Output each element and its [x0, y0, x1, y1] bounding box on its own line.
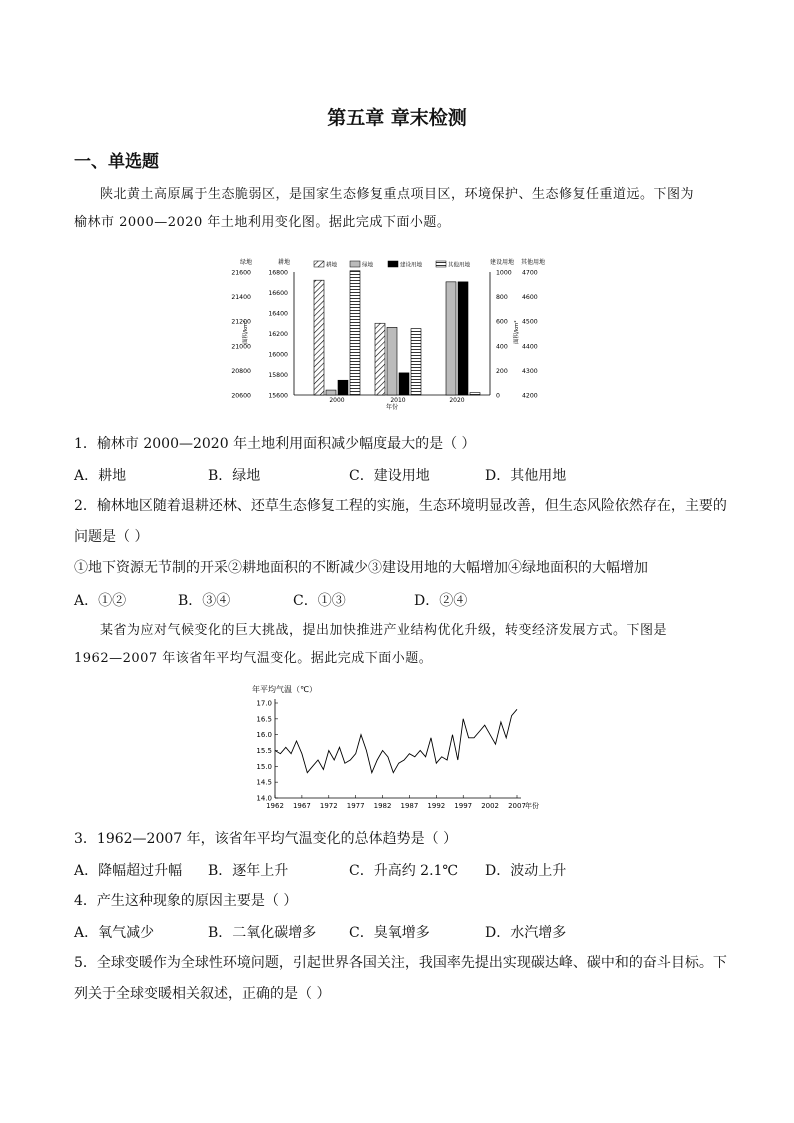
- q3-option-c[interactable]: C．升高约 2.1℃: [349, 863, 459, 879]
- q1-option-c[interactable]: C．建设用地: [349, 468, 430, 484]
- construction-axis-tick-label: 1000: [496, 269, 512, 277]
- cropland-axis-title: 耕地: [278, 259, 291, 266]
- bar: [375, 323, 385, 395]
- question-1-options: [74, 465, 734, 485]
- right-unit-label: 面积/km²: [514, 320, 520, 344]
- intro2-line2: 1962—2007 年该省年平均气温变化。据此完成下面小题。: [74, 651, 433, 666]
- temperature-chart: [246, 680, 556, 818]
- left-unit-label: 面积/km²: [243, 320, 249, 344]
- cropland-axis-tick-label: 16200: [268, 331, 288, 338]
- q2-option-b[interactable]: B．③④: [178, 593, 231, 609]
- x-axis-title: 年份: [385, 404, 399, 411]
- other-axis-tick-label: 4700: [522, 269, 538, 277]
- construction-axis-tick-label: 200: [496, 367, 508, 375]
- x-tick-label: 1967: [292, 802, 311, 810]
- legend-label: 建设用地: [400, 262, 423, 269]
- bar: [338, 380, 348, 395]
- greenland-axis-tick-label: 21600: [231, 269, 251, 277]
- q1-option-a[interactable]: A．耕地: [74, 468, 127, 484]
- cropland-axis-tick-label: 16400: [268, 310, 288, 318]
- bar: [411, 329, 421, 395]
- x-tick-label: 2010: [390, 397, 406, 404]
- legend-label: 耕地: [326, 262, 338, 269]
- q4-option-c[interactable]: C．臭氧增多: [349, 925, 430, 941]
- x-tick-label: 2000: [329, 397, 345, 404]
- x-tick-label: 1972: [319, 802, 338, 810]
- temperature-series-line: [275, 709, 517, 772]
- legend-label: 绿地: [362, 262, 374, 269]
- construction-axis-title: 建设用地: [490, 259, 515, 266]
- y-tick-label: 14.5: [256, 778, 272, 787]
- other-axis-tick-label: 4300: [522, 367, 538, 375]
- q2-option-a[interactable]: A．①②: [74, 593, 127, 609]
- x-tick-label: 2020: [449, 397, 465, 404]
- greenland-axis-tick-label: 21200: [231, 318, 251, 326]
- intro2-line1: 某省为应对气候变化的巨大挑战，提出加快推进产业结构优化升级，转变经济发展方式。下图是: [100, 623, 668, 638]
- cropland-axis-tick-label: 16000: [268, 351, 288, 359]
- greenland-axis-tick-label: 21400: [231, 294, 251, 302]
- bar: [470, 393, 480, 395]
- x-tick-label: 1997: [454, 802, 473, 810]
- bar: [446, 282, 456, 395]
- greenland-axis-tick-label: 20800: [231, 367, 251, 375]
- greenland-axis-title: 绿地: [240, 259, 253, 266]
- question-3-stem: 3．1962—2007 年，该省年平均气温变化的总体趋势是（ ）: [74, 831, 458, 847]
- x-tick-label: 1992: [427, 802, 446, 810]
- y-tick-label: 16.5: [256, 715, 272, 724]
- bar: [326, 390, 336, 395]
- q3-option-a[interactable]: A．降幅超过升幅: [74, 863, 183, 879]
- q1-option-d[interactable]: D．其他用地: [485, 468, 567, 484]
- land-use-chart: [231, 256, 558, 416]
- cropland-axis-tick-label: 16600: [268, 290, 288, 297]
- legend-swatch: [350, 261, 360, 267]
- x-axis-title: 年份: [525, 802, 539, 810]
- other-axis-tick-label: 4600: [522, 294, 538, 302]
- cropland-axis-tick-label: 15600: [268, 392, 288, 400]
- section-heading: 一、单选题: [74, 152, 159, 172]
- other-axis-title: 其他用地: [521, 259, 546, 266]
- q2-option-d[interactable]: D．②④: [414, 593, 468, 609]
- x-tick-label: 1987: [400, 802, 419, 810]
- question-2-stem-line2: 问题是（ ）: [74, 529, 149, 545]
- q1-option-b[interactable]: B．绿地: [208, 468, 261, 484]
- greenland-axis-tick-label: 20600: [231, 392, 251, 400]
- legend-swatch: [436, 261, 446, 267]
- x-tick-label: 2007: [508, 802, 526, 810]
- question-2-items: ①地下资源无节制的开采②耕地面积的不断减少③建设用地的大幅增加④绿地面积的大幅增加: [74, 560, 648, 576]
- y-tick-label: 16.0: [256, 731, 272, 740]
- y-tick-label: 17.0: [256, 699, 272, 708]
- q2-option-c[interactable]: C．①③: [293, 593, 346, 609]
- intro1-line1: 陕北黄土高原属于生态脆弱区，是国家生态修复重点项目区，环境保护、生态修复任重道远。下图为: [100, 187, 695, 202]
- question-4-stem: 4．产生这种现象的原因主要是（ ）: [74, 893, 298, 909]
- q4-option-a[interactable]: A．氧气减少: [74, 925, 155, 941]
- q4-option-d[interactable]: D．水汽增多: [485, 925, 567, 941]
- legend-swatch: [314, 261, 324, 267]
- x-tick-label: 2002: [481, 802, 500, 810]
- y-tick-label: 14.0: [256, 794, 272, 803]
- x-tick-label: 1977: [346, 802, 365, 810]
- cropland-axis-tick-label: 16800: [268, 269, 288, 277]
- question-4-options: [74, 922, 734, 942]
- q4-option-b[interactable]: B．二氧化碳增多: [208, 925, 317, 941]
- legend-swatch: [388, 261, 398, 267]
- construction-axis-tick-label: 600: [496, 318, 508, 326]
- bar: [314, 280, 324, 395]
- y-tick-label: 15.0: [256, 762, 272, 771]
- construction-axis-tick-label: 400: [496, 343, 508, 351]
- question-5-stem-line1: 5．全球变暖作为全球性环境问题，引起世界各国关注，我国率先提出实现碳达峰、碳中和的奋斗目标。下: [74, 955, 727, 971]
- bar: [399, 373, 409, 395]
- question-2-options: [74, 590, 734, 610]
- intro1-line2: 榆林市 2000—2020 年土地利用变化图。据此完成下面小题。: [74, 215, 451, 230]
- other-axis-tick-label: 4400: [522, 343, 538, 351]
- q3-option-d[interactable]: D．波动上升: [485, 863, 567, 879]
- question-2-stem-line1: 2．榆林地区随着退耕还林、还草生态修复工程的实施，生态环境明显改善，但生态风险依然存在，主要的: [74, 498, 727, 514]
- chart-title: 年平均气温（℃）: [252, 685, 317, 694]
- cropland-axis-tick-label: 15800: [268, 372, 288, 379]
- bar: [350, 271, 360, 395]
- intro-paragraph-1: [74, 181, 724, 237]
- construction-axis-tick-label: 0: [496, 392, 500, 400]
- y-tick-label: 15.5: [256, 747, 272, 755]
- question-5-stem-line2: 列关于全球变暖相关叙述，正确的是（ ）: [74, 986, 331, 1002]
- other-axis-tick-label: 4200: [522, 392, 538, 400]
- question-1-stem: 1．榆林市 2000—2020 年土地利用面积减少幅度最大的是（ ）: [74, 436, 476, 452]
- q3-option-b[interactable]: B．逐年上升: [208, 863, 289, 879]
- construction-axis-tick-label: 800: [496, 294, 508, 302]
- question-3-options: [74, 860, 734, 880]
- intro-paragraph-2: [74, 617, 724, 673]
- bar: [387, 327, 397, 395]
- bar: [458, 282, 468, 395]
- other-axis-tick-label: 4500: [522, 318, 538, 326]
- x-tick-label: 1962: [266, 802, 284, 810]
- legend-label: 其他用地: [448, 262, 471, 269]
- page-title: 第五章 章末检测: [327, 107, 467, 129]
- x-tick-label: 1982: [373, 802, 392, 810]
- greenland-axis-tick-label: 21000: [231, 343, 251, 351]
